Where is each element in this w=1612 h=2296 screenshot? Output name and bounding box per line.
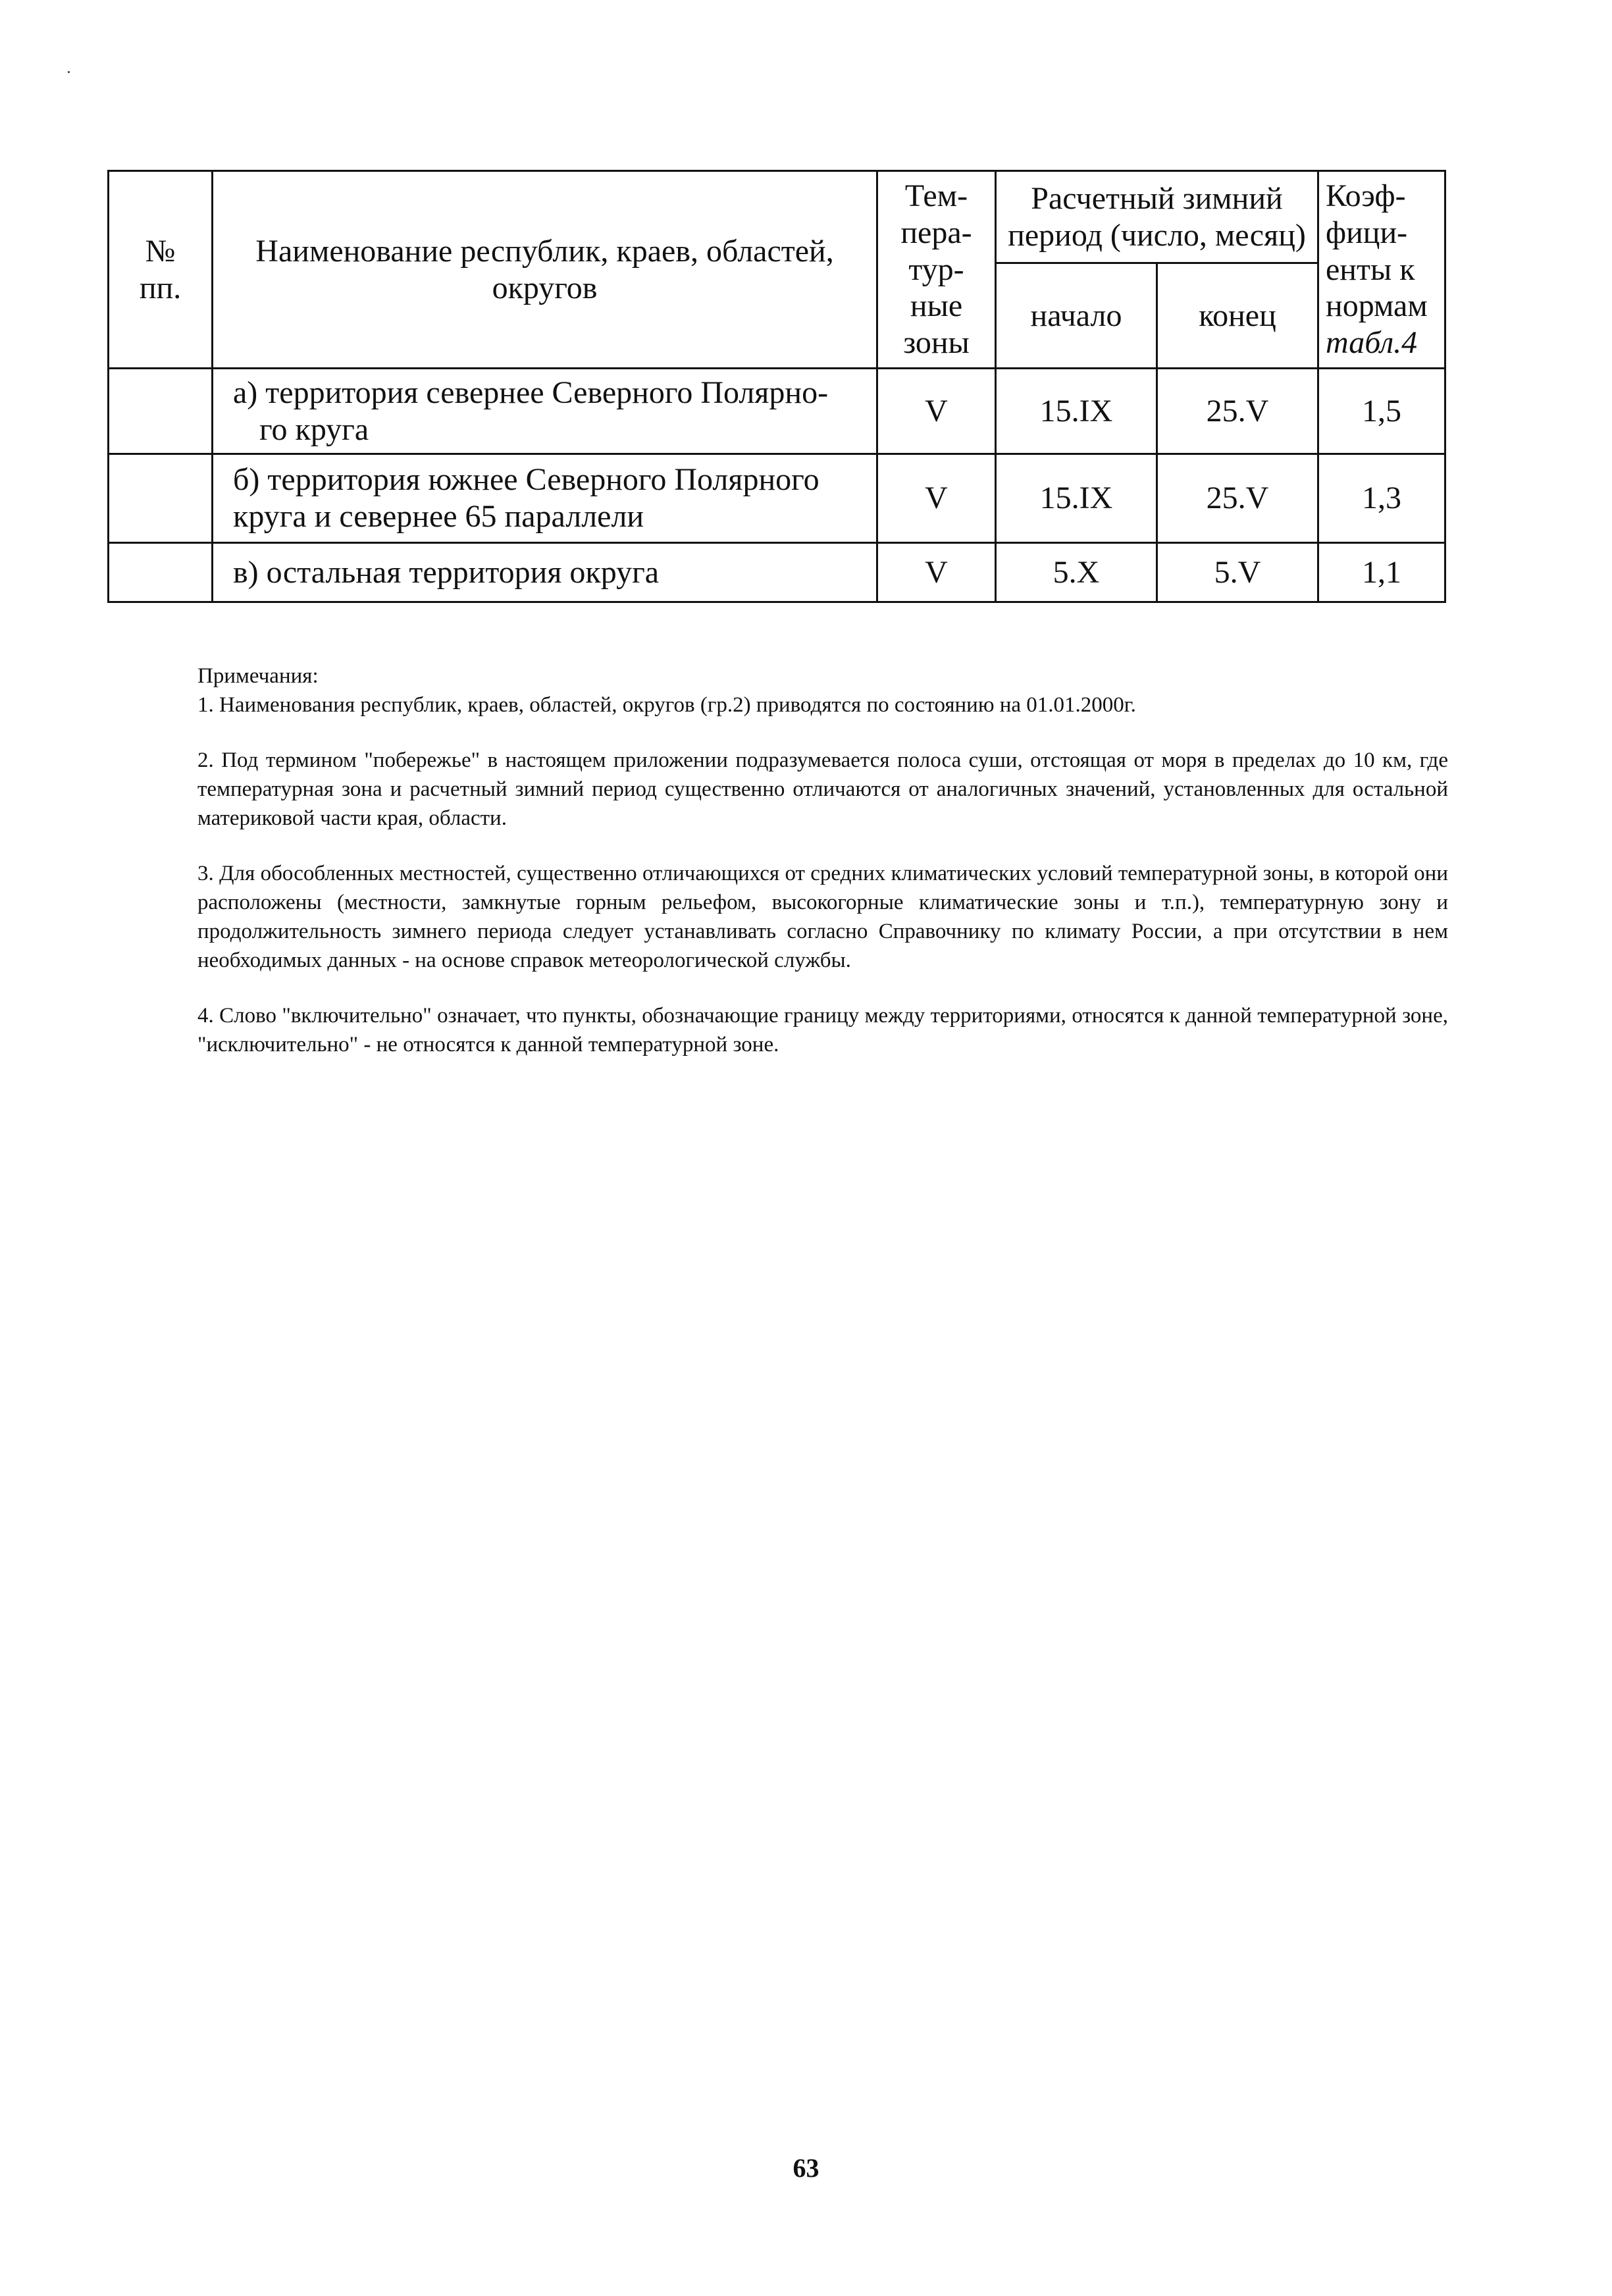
header-zone-line: пера-	[900, 215, 972, 250]
note-item: 1. Наименования республик, краев, областей, округов (гр.2) приводятся по состоянию на 01.01.2000г.	[197, 693, 1136, 717]
header-zone-line: тур-	[908, 251, 964, 287]
header-name-line1: Наименование республик, краев, областей,	[255, 233, 834, 269]
header-winter-period	[996, 171, 1318, 263]
header-coef-line: енты к	[1326, 251, 1415, 287]
header-zone-line: Тем-	[904, 178, 968, 214]
climate-zones-table	[107, 170, 1446, 603]
row-zone: V	[877, 543, 996, 602]
header-zone-line: ные	[910, 288, 963, 324]
note-item: 4. Слово "включительно" означает, что пункты, обозначающие границу между территориями, относятся к данной температурной зоне, "исключительно" - не относятся к данной температурной зоне.	[197, 1004, 1448, 1057]
scan-speck	[68, 71, 70, 73]
notes-heading: Примечания:	[197, 664, 319, 688]
page-number: 63	[793, 2153, 819, 2183]
table-row	[109, 454, 1445, 543]
row-territory	[213, 543, 877, 602]
row-coefficient: 1,5	[1318, 369, 1445, 454]
table-row	[109, 543, 1445, 602]
header-period-end: конец	[1157, 263, 1318, 369]
row-start: 15.IX	[996, 454, 1157, 543]
table-header-row	[109, 171, 1445, 263]
row-territory-line2: круга и севернее 65 параллели	[233, 499, 644, 534]
header-coef-ref: табл.4	[1326, 325, 1418, 360]
header-number-line2: пп.	[139, 270, 182, 305]
header-period-line1: Расчетный зимний	[1031, 180, 1283, 216]
header-coef-line: фици-	[1326, 215, 1408, 250]
row-coefficient: 1,1	[1318, 543, 1445, 602]
row-number	[109, 543, 213, 602]
note-item: 3. Для обособленных местностей, существенно отличающихся от средних климатических условий температурной зоны, в которой они расположены (местности, замкнутые горным рельефом, высокогорные климатические зоны и т.п.), температурную зону и продолжительность зимнего периода следует устанавливать согласно Справочнику по климату России, а при отсутствии в нем необходимых данных - на основе справок метеорологической службы.	[197, 862, 1448, 972]
row-end: 25.V	[1157, 369, 1318, 454]
row-territory-line1: в) остальная территория округа	[233, 554, 660, 590]
header-zone-line: зоны	[903, 325, 970, 360]
row-territory-line2: го круга	[259, 411, 369, 447]
row-territory-line1: а) территория севернее Северного Полярно-	[233, 375, 829, 410]
header-coef-line: Коэф-	[1326, 178, 1406, 214]
row-coefficient: 1,3	[1318, 454, 1445, 543]
row-territory	[213, 454, 877, 543]
note-item: 2. Под термином "побережье" в настоящем приложении подразумевается полоса суши, отстоящая от моря в пределах до 10 км, где температурная зона и расчетный зимний период существенно отличаются от аналогичных значений, установленных для остальной материковой части края, области.	[197, 748, 1448, 830]
row-end: 25.V	[1157, 454, 1318, 543]
row-end: 5.V	[1157, 543, 1318, 602]
table-row	[109, 369, 1445, 454]
row-start: 15.IX	[996, 369, 1157, 454]
header-coefficient	[1318, 171, 1445, 369]
notes-section	[197, 662, 1448, 1059]
header-temperature-zone	[877, 171, 996, 369]
row-zone: V	[877, 454, 996, 543]
header-coef-line: нормам	[1326, 288, 1428, 324]
header-period-start: начало	[996, 263, 1157, 369]
header-number-line1: №	[145, 233, 176, 269]
row-territory-line1: б) территория южнее Северного Полярного	[233, 462, 819, 498]
row-number	[109, 369, 213, 454]
header-period-line2: период (число, месяц)	[1008, 217, 1306, 253]
header-name-line2: округов	[492, 270, 598, 305]
header-number	[109, 171, 213, 369]
row-start: 5.X	[996, 543, 1157, 602]
row-zone: V	[877, 369, 996, 454]
row-territory	[213, 369, 877, 454]
row-number	[109, 454, 213, 543]
header-name	[213, 171, 877, 369]
